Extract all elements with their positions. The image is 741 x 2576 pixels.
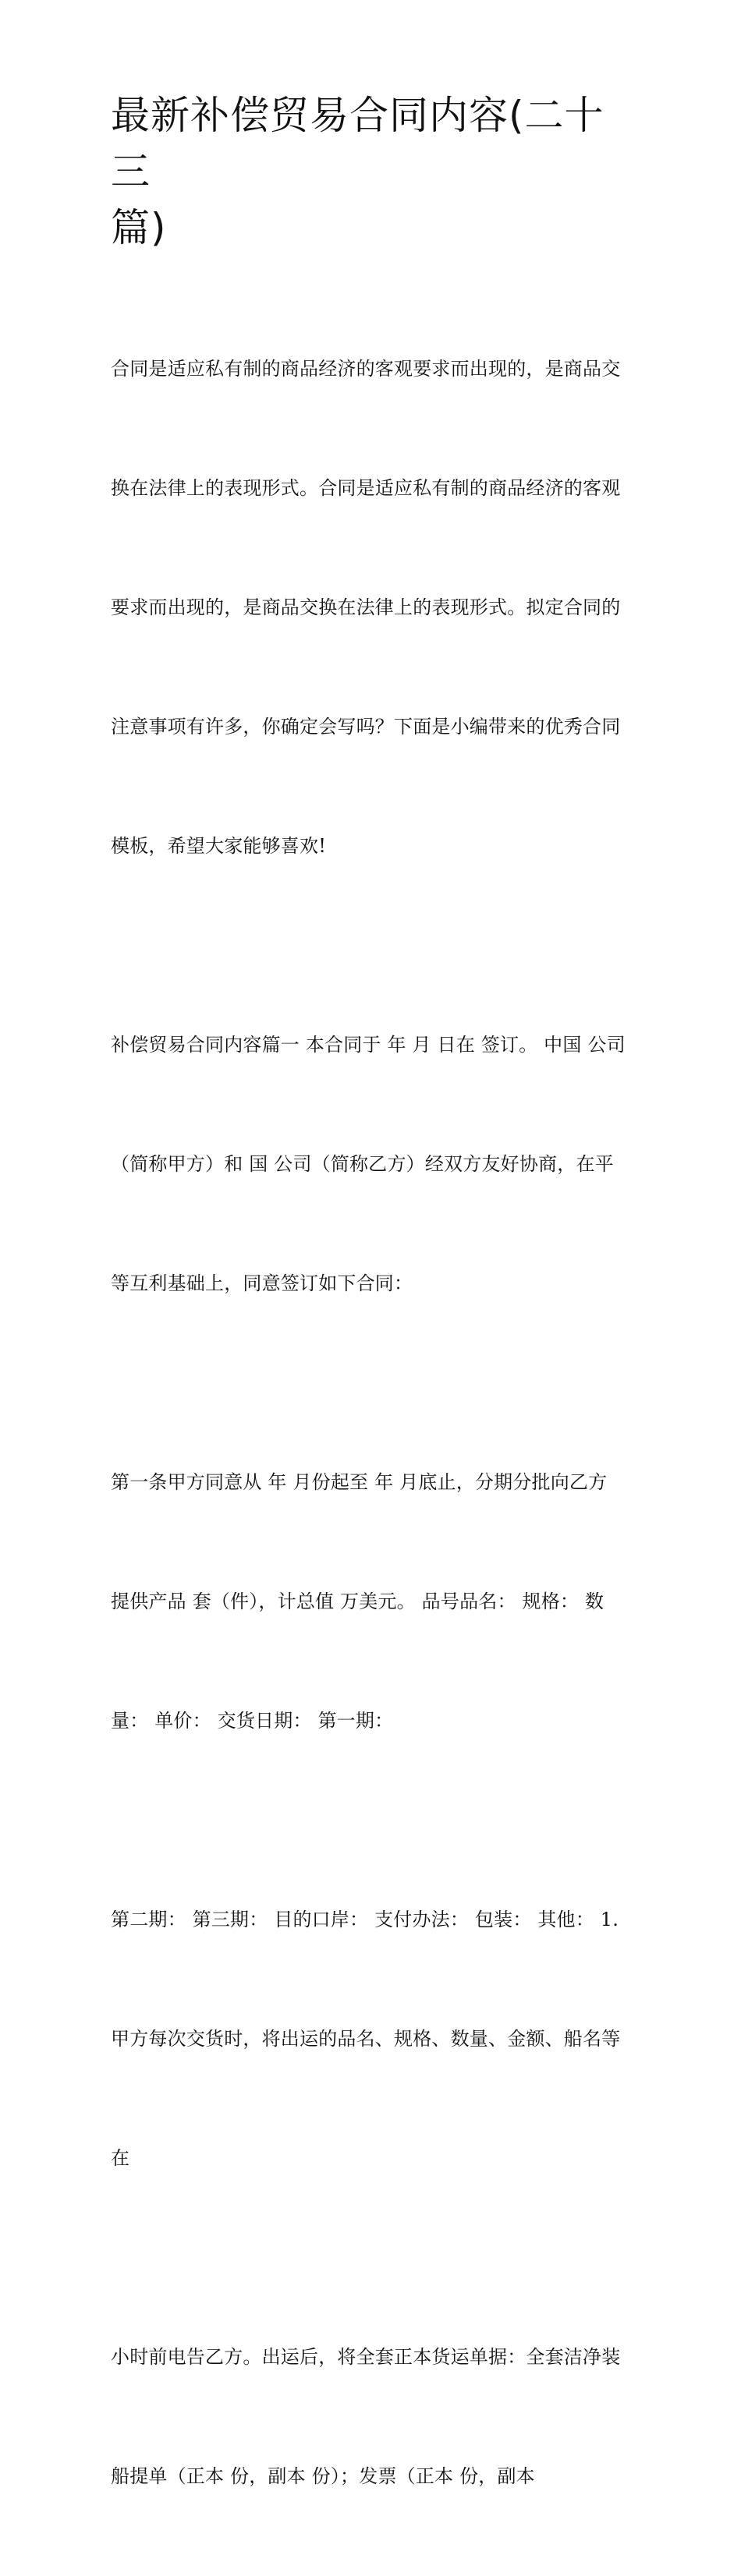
title-line: 最新补偿贸易合同内容(二十三 (111, 93, 604, 194)
paragraph-intro (111, 270, 641, 946)
text-line: 船提单（正本 份，副本 份）；发票（正本 份，副本 (111, 2465, 535, 2487)
text-line: 等互利基础上，同意签订如下合同： (111, 1272, 413, 1294)
text-line: 模板，希望大家能够喜欢! (111, 835, 327, 857)
text-line: 提供产品 套（件），计总值 万美元。 品号品名： 规格： 数 (111, 1591, 604, 1612)
text-line: （简称甲方）和 国 公司（简称乙方）经双方友好协商，在平 (111, 1153, 614, 1175)
document-page (111, 87, 641, 2576)
text-line: 换在法律上的表现形式。合同是适应私有制的商品经济的客观 (111, 477, 621, 499)
document-body (111, 270, 641, 2576)
text-line: 补偿贸易合同内容篇一 本合同于 年 月 日在 签订。 中国 公司 (111, 1034, 626, 1056)
text-line: 在 (111, 2147, 130, 2169)
text-line: 合同是适应私有制的商品经济的客观要求而出现的，是商品交 (111, 358, 621, 380)
paragraph-article-one (111, 1383, 641, 1821)
text-line: 量： 单价： 交货日期： 第一期： (111, 1710, 394, 1732)
text-line: 第二期： 第三期： 目的口岸： 支付办法： 包装： 其他： 1. (111, 1909, 619, 1930)
paragraph-contract-header (111, 946, 641, 1383)
paragraph-delivery-terms (111, 1821, 641, 2258)
paragraph-shipping-documents (111, 2258, 641, 2576)
text-line: 注意事项有许多，你确定会写吗？下面是小编带来的优秀合同 (111, 716, 621, 738)
text-line: 要求而出现的，是商品交换在法律上的表现形式。拟定合同的 (111, 596, 621, 618)
text-line: 第一条甲方同意从 年 月份起至 年 月底止，分期分批向乙方 (111, 1471, 608, 1493)
document-title (111, 87, 641, 256)
title-line: 篇) (111, 205, 167, 250)
text-line: 甲方每次交货时，将出运的品名、规格、数量、金额、船名等 (111, 2028, 621, 2050)
text-line: 小时前电告乙方。出运后，将全套正本货运单据：全套洁净装 (111, 2346, 621, 2368)
